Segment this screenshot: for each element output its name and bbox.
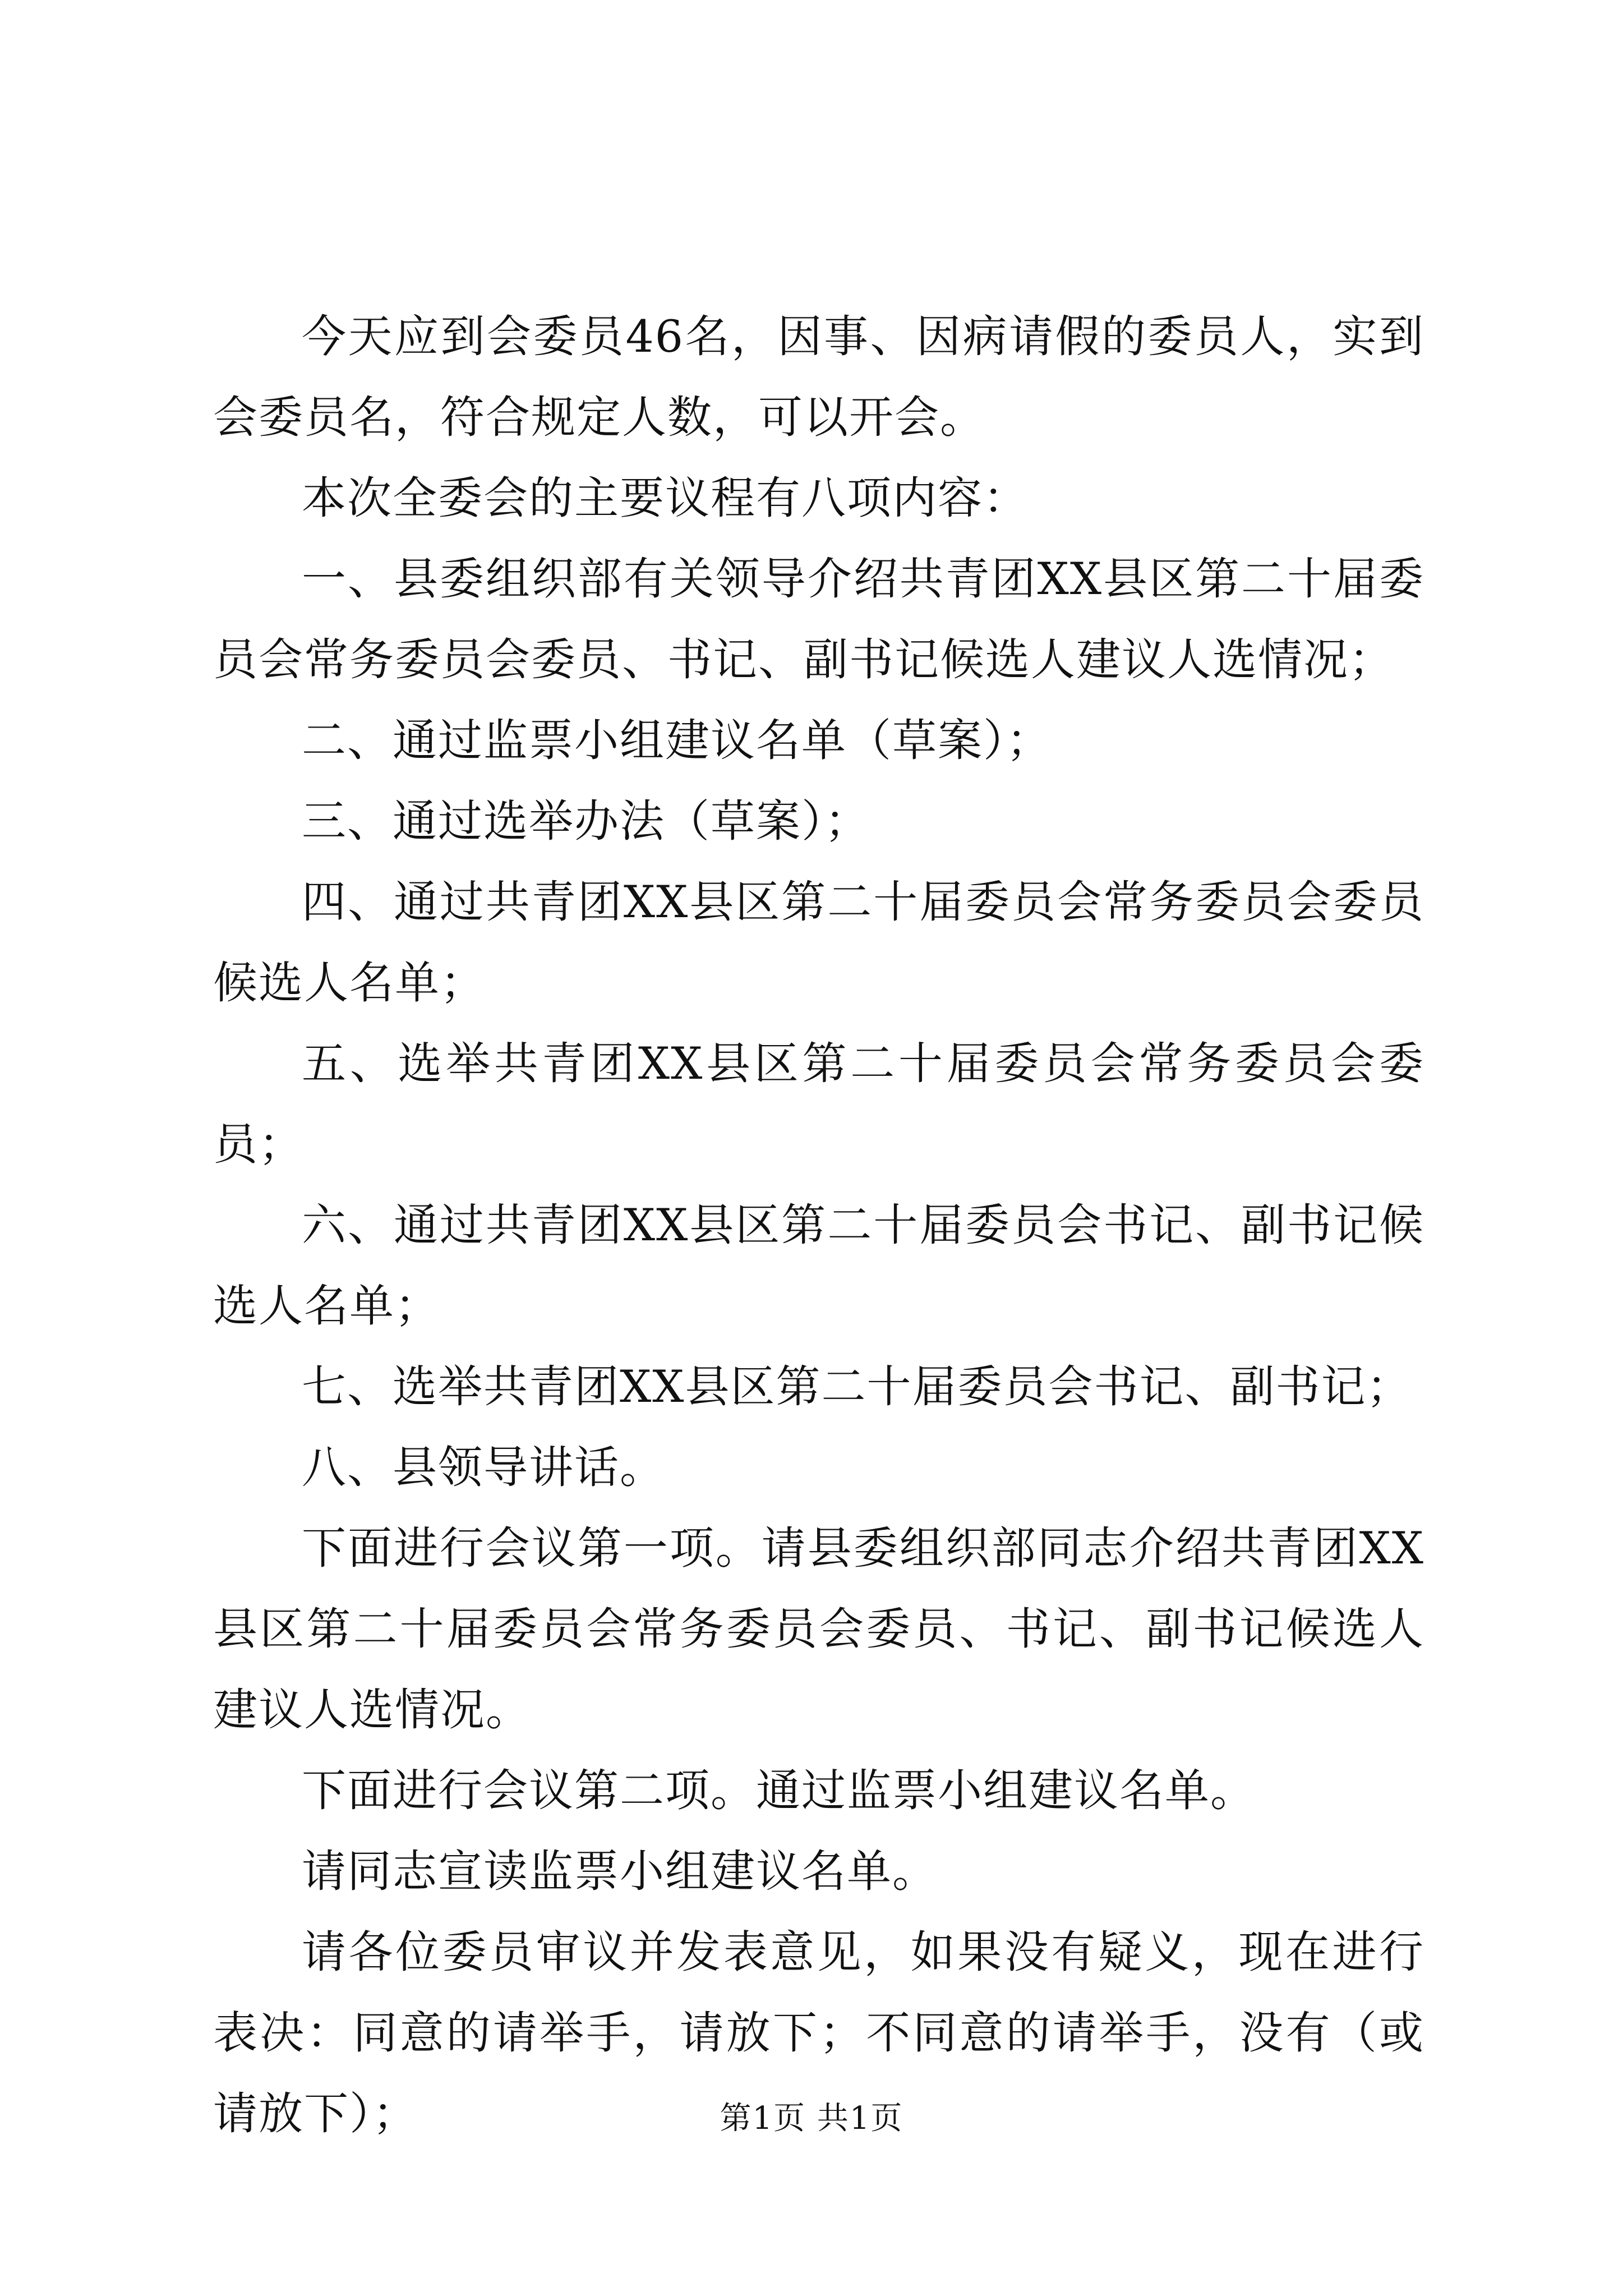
agenda-item-7: 七、选举共青团XX县区第二十届委员会书记、副书记； xyxy=(302,1361,1412,1412)
paragraph-agenda-intro: 本次全委会的主要议程有八项内容： xyxy=(302,472,1029,524)
agenda-item-2: 二、通过监票小组建议名单（草案）； xyxy=(302,715,1052,766)
paragraph-item-1-proceed: 下面进行会议第一项。请县委组织部同志介绍共青团XX县区第二十届委员会常务委员会委员、书记、副书记候选人建议人选情况。 xyxy=(213,1522,1424,1736)
document-body xyxy=(213,296,1424,2154)
paragraph-vote: 请各位委员审议并发表意见，如果没有疑义，现在进行表决：同意的请举手，请放下；不同意的请举手，没有（或请放下）； xyxy=(213,1926,1424,2139)
agenda-item-8: 八、县领导讲话。 xyxy=(302,1442,665,1493)
paragraph-attendance: 今天应到会委员46名，因事、因病请假的委员人，实到会委员名，符合规定人数，可以开会。 xyxy=(213,311,1424,443)
agenda-item-5: 五、选举共青团XX县区第二十届委员会常务委员会委员； xyxy=(213,1038,1424,1170)
agenda-item-1: 一、县委组织部有关领导介绍共青团XX县区第二十届委员会常务委员会委员、书记、副书记候选人建议人选情况； xyxy=(213,553,1424,685)
paragraph-read-list: 请同志宣读监票小组建议名单。 xyxy=(302,1846,938,1897)
agenda-item-4: 四、通过共青团XX县区第二十届委员会常务委员会委员候选人名单； xyxy=(213,876,1424,1009)
page-footer: 第1页 共1页 xyxy=(720,2100,903,2137)
paragraph-item-2-proceed: 下面进行会议第二项。通过监票小组建议名单。 xyxy=(302,1765,1256,1816)
agenda-item-3: 三、通过选举办法（草案）； xyxy=(302,795,870,847)
agenda-item-6: 六、通过共青团XX县区第二十届委员会书记、副书记候选人名单； xyxy=(213,1199,1424,1332)
